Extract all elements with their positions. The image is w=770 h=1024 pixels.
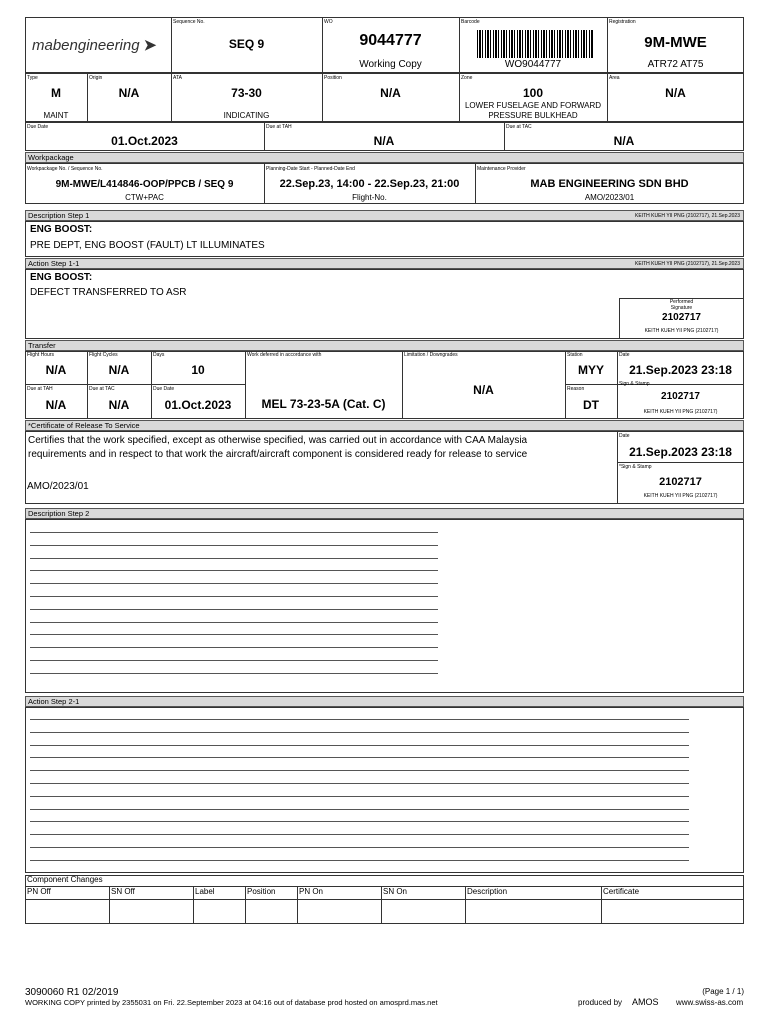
write-in-line bbox=[30, 634, 438, 635]
workpackage-header: Workpackage bbox=[25, 152, 744, 163]
due-date-label: Due Date bbox=[27, 124, 49, 130]
wo-label: WO bbox=[324, 19, 333, 25]
barcode-image bbox=[477, 30, 593, 58]
transfer-sign-name: KEITH KUEH YII PNG (2102717) bbox=[643, 409, 718, 415]
component-col-pn-on: PN On bbox=[299, 887, 324, 896]
component-col-pn-off: PN Off bbox=[27, 887, 51, 896]
origin-label: Origin bbox=[89, 75, 103, 81]
due-tac-label: Due at TAC bbox=[506, 124, 532, 130]
component-col-divider bbox=[601, 886, 602, 924]
wp-value: 9M-MWE/L414846-OOP/PPCB / SEQ 9 bbox=[55, 179, 234, 190]
write-in-line bbox=[30, 673, 438, 674]
write-in-line bbox=[30, 583, 438, 584]
write-in-line bbox=[30, 660, 438, 661]
registration-value: 9M-MWE bbox=[644, 34, 707, 51]
write-in-line bbox=[30, 719, 689, 720]
flight-cycles-value: N/A bbox=[108, 363, 130, 377]
action1-line-1: ENG BOOST: bbox=[30, 272, 93, 283]
due-tac-value: N/A bbox=[613, 134, 635, 148]
desc1-line-1: ENG BOOST: bbox=[30, 224, 93, 235]
amos-logo: AMOS bbox=[632, 997, 659, 1007]
transfer-date-label: Date bbox=[619, 352, 630, 358]
description-step-2-header: Description Step 2 bbox=[25, 508, 744, 519]
logo-mark-icon: ➤ bbox=[143, 37, 157, 54]
write-in-line bbox=[30, 647, 438, 648]
mel-reference: MEL 73-23-5A (Cat. C) bbox=[261, 397, 386, 411]
component-col-position: Position bbox=[247, 887, 276, 896]
action-step-2-header: Action Step 2-1 bbox=[25, 696, 744, 707]
transfer-sign-label: Sign & Stamp bbox=[619, 381, 650, 387]
write-in-line bbox=[30, 609, 438, 610]
station-value: MYY bbox=[577, 363, 604, 377]
limitation-value: N/A bbox=[473, 383, 494, 397]
days-value: 10 bbox=[191, 363, 205, 377]
component-col-label: Label bbox=[195, 887, 215, 896]
performed-label: Performed bbox=[669, 299, 694, 305]
position-value: N/A bbox=[380, 86, 401, 100]
station-label: Station bbox=[567, 352, 583, 358]
component-col-divider bbox=[193, 886, 194, 924]
component-col-certificate: Certificate bbox=[603, 887, 640, 896]
vendor-url: www.swiss-as.com bbox=[676, 998, 744, 1007]
form-number: 3090060 R1 02/2019 bbox=[25, 987, 119, 998]
crs-sign-label: *Sign & Stamp bbox=[619, 464, 652, 470]
component-col-sn-off: SN Off bbox=[111, 887, 135, 896]
zone-sub-1: LOWER FUSELAGE AND FORWARD bbox=[464, 101, 602, 110]
flight-no-label: Flight-No. bbox=[352, 193, 387, 202]
signature-label: Signature bbox=[670, 305, 693, 311]
flight-hours-value: N/A bbox=[45, 363, 67, 377]
write-in-line bbox=[30, 532, 438, 533]
barcode-text: WO9044777 bbox=[504, 59, 562, 70]
type-sub: MAINT bbox=[43, 111, 69, 120]
write-in-line bbox=[30, 757, 689, 758]
component-col-sn-on: SN On bbox=[383, 887, 408, 896]
crs-date-label: Date bbox=[619, 433, 630, 439]
write-in-line bbox=[30, 545, 438, 546]
position-label: Position bbox=[324, 75, 342, 81]
ata-sub: INDICATING bbox=[223, 111, 270, 120]
write-in-line bbox=[30, 558, 438, 559]
due-tah-value: N/A bbox=[373, 134, 395, 148]
type-label: Type bbox=[27, 75, 38, 81]
zone-sub-2: PRESSURE BULKHEAD bbox=[488, 111, 578, 120]
area-value: N/A bbox=[665, 86, 686, 100]
barcode-label: Barcode bbox=[461, 19, 480, 25]
write-in-line bbox=[30, 745, 689, 746]
provider-sub: AMO/2023/01 bbox=[584, 193, 635, 202]
crs-date-value: 21.Sep.2023 23:18 bbox=[629, 445, 732, 459]
provider-value: MAB ENGINEERING SDN BHD bbox=[530, 178, 689, 190]
description-step-1-header: Description Step 1 KEITH KUEH YII PNG (2102717), 21.Sep.2023 bbox=[25, 210, 744, 221]
transfer-due-date-label: Due Date bbox=[153, 386, 175, 392]
company-logo: mabengineering ➤ bbox=[32, 37, 157, 54]
crs-header: *Certificate of Release To Service bbox=[25, 420, 744, 431]
write-in-line bbox=[30, 860, 689, 861]
description-step-1-box bbox=[25, 221, 744, 257]
transfer-header: Transfer bbox=[25, 340, 744, 351]
page-indicator: (Page 1 / 1) bbox=[702, 987, 744, 996]
write-in-line bbox=[30, 622, 438, 623]
component-col-divider bbox=[381, 886, 382, 924]
flight-cycles-label: Flight Cycles bbox=[89, 352, 118, 358]
limitation-label: Limitation / Downgrades bbox=[404, 352, 458, 358]
working-copy-label: Working Copy bbox=[359, 59, 422, 70]
ata-value: 73-30 bbox=[231, 86, 262, 100]
write-in-line bbox=[30, 821, 689, 822]
component-col-divider bbox=[465, 886, 466, 924]
zone-label: Zone bbox=[461, 75, 473, 81]
action1-line-2: DEFECT TRANSFERRED TO ASR bbox=[30, 287, 187, 298]
performed-signature-value: 2102717 bbox=[662, 312, 701, 323]
desc1-line-2: PRE DEPT, ENG BOOST (FAULT) LT ILLUMINATES bbox=[30, 240, 265, 251]
transfer-due-tac-label: Due at TAC bbox=[89, 386, 115, 392]
planning-label: Planning-Date Start - Planned-Date End bbox=[266, 166, 355, 172]
produced-by: produced by bbox=[578, 998, 623, 1007]
origin-value: N/A bbox=[118, 86, 140, 100]
transfer-date-value: 21.Sep.2023 23:18 bbox=[629, 363, 732, 377]
component-col-description: Description bbox=[467, 887, 508, 896]
write-in-line bbox=[30, 783, 689, 784]
write-in-line bbox=[30, 570, 438, 571]
action1-stamp: KEITH KUEH YII PNG (2102717), 21.Sep.2023 bbox=[635, 261, 740, 267]
crs-text-2: requirements and in respect to that work the aircraft/aircraft component is considered ready for release to service bbox=[28, 449, 528, 460]
performed-name: KEITH KUEH YII PNG (2102717) bbox=[644, 328, 719, 334]
flight-hours-label: Flight Hours bbox=[27, 352, 54, 358]
sequence-label: Sequence No. bbox=[173, 19, 205, 25]
registration-label: Registration bbox=[609, 19, 636, 25]
transfer-due-date-value: 01.Oct.2023 bbox=[164, 398, 232, 412]
wp-label: Workpackage No. / Sequence No. bbox=[27, 166, 103, 172]
days-label: Days bbox=[153, 352, 165, 358]
component-col-divider bbox=[297, 886, 298, 924]
ata-label: ATA bbox=[173, 75, 182, 81]
due-tah-label: Due at TAH bbox=[266, 124, 292, 130]
due-date-value: 01.Oct.2023 bbox=[111, 134, 178, 148]
write-in-line bbox=[30, 796, 689, 797]
write-in-line bbox=[30, 596, 438, 597]
aircraft-type: ATR72 AT75 bbox=[647, 59, 704, 70]
write-in-line bbox=[30, 732, 689, 733]
provider-label: Maintenance Provider bbox=[477, 166, 526, 172]
work-deferred-label: Work deferred in accordance with bbox=[247, 352, 322, 358]
crs-amo: AMO/2023/01 bbox=[27, 481, 89, 492]
zone-value: 100 bbox=[522, 86, 544, 100]
wp-sub: CTW+PAC bbox=[125, 193, 164, 202]
component-changes-title: Component Changes bbox=[27, 875, 103, 884]
write-in-line bbox=[30, 770, 689, 771]
planning-value: 22.Sep.23, 14:00 - 22.Sep.23, 21:00 bbox=[279, 178, 460, 190]
area-label: Area bbox=[609, 75, 620, 81]
crs-text-1: Certifies that the work specified, except as otherwise specified, was carried out in accordance with CAA Malaysia bbox=[28, 435, 528, 446]
crs-sign-name: KEITH KUEH YII PNG (2102717) bbox=[643, 493, 718, 499]
transfer-due-tah-label: Due at TAH bbox=[27, 386, 53, 392]
type-value: M bbox=[51, 86, 61, 100]
transfer-sign-value: 2102717 bbox=[661, 391, 700, 402]
print-info: WORKING COPY printed by 2355031 on Fri. 22.September 2023 at 04:16 out of database prod hosted on amosprd.mas.net bbox=[25, 998, 438, 1007]
write-in-line bbox=[30, 809, 689, 810]
reason-label: Reason bbox=[567, 386, 585, 392]
component-col-divider bbox=[245, 886, 246, 924]
component-col-divider bbox=[109, 886, 110, 924]
write-in-line bbox=[30, 847, 689, 848]
reason-value: DT bbox=[583, 398, 599, 412]
transfer-due-tac-value: N/A bbox=[108, 398, 130, 412]
crs-sign-value: 2102717 bbox=[659, 476, 702, 488]
action-step-1-header: Action Step 1-1 KEITH KUEH YII PNG (2102717), 21.Sep.2023 bbox=[25, 258, 744, 269]
wo-number: 9044777 bbox=[359, 32, 422, 49]
sequence-value: SEQ 9 bbox=[228, 37, 265, 51]
desc1-stamp: KEITH KUEH YII PNG (2102717), 21.Sep.2023 bbox=[635, 213, 740, 219]
transfer-due-tah-value: N/A bbox=[45, 398, 67, 412]
write-in-line bbox=[30, 834, 689, 835]
